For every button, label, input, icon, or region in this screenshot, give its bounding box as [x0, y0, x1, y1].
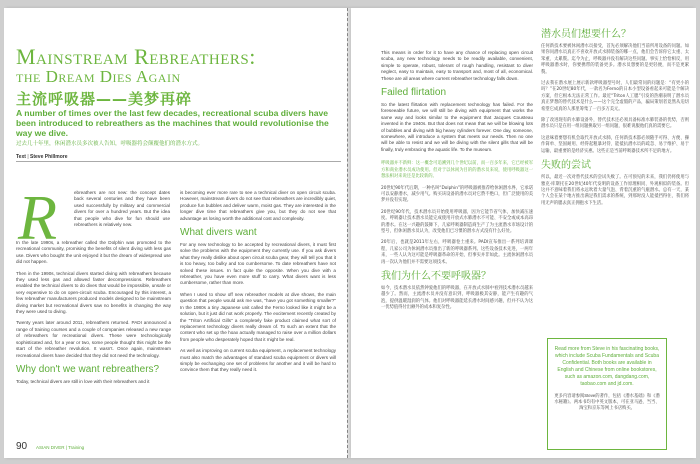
- body-paragraph: is becoming ever more rare to see a technical diver on open circuit scuba. However, mainstream divers do not see that rebreathers are incredibly quiet, produce fun bubbles and deliver warm, moist gas. They are interested in the longer dive time that rebreathers give you, but they do not see that advantage as losing worth the additional cost and complexity.: [180, 190, 336, 221]
- left-column-1-top: [74, 190, 170, 233]
- author-note-en: Read more from Steve in his fascinating books, which include Scuba Fundamentals and Scuba Confidential. Both books are available in English and Chinese from online bookstores, such as amazon.com, dangdang.com, taobao.com and jd.com.: [554, 346, 660, 387]
- author-note-cn: 更多内容请参阅Steve的著作，包括《潜水基础》和《潜水秘籍》。两本书均有中英文版本，可在亚马逊、当当、淘宝和京东等网上书店购买。: [554, 393, 660, 410]
- section-heading-cn: 失败的尝试: [541, 160, 591, 172]
- body-paragraph-cn: 所以，最近一次对替代技术的尝试失败了。在可预见的未来，我们仍将使用与雅克·库斯托在20世纪40年代发明的设备工作原理相同、外观相似的装备。但这并不意味着我们将永远吹着大量气泡、背着沉重的气瓶潜水。总有一天，某个人会在某个地方推出满足我们需求的系统，到那时没人能抵挡得住，我们将用无声的腮去真正拥抱水下生活。: [541, 175, 689, 206]
- left-column-1: [16, 240, 171, 390]
- body-paragraph-cn: 这意味着要想有机会取代开放式水肺，任何新技术都必须随手可得、方便、操作简单、坚固耐用、经得起粗暴对待、能抵抗潜水员的疏忽、易于维护、易于运输，最重要的是经济实惠。这些正是当前呼吸器技术所不足的地方。: [541, 135, 689, 154]
- body-paragraph: Today, technical divers are still in love with their rebreathers and it: [16, 378, 150, 384]
- body-paragraph: ebreathers are not new: the concept dates back several centuries and they have been used successfully by military and commercial divers for over a hundred years. But the idea that people who dive for fun should use rebreathers is relatively new.: [74, 190, 170, 228]
- byline-name: Steve Phillmore: [30, 154, 68, 160]
- body-paragraph: Then in the 1990s, technical divers started diving with rebreathers because they used less gas and allowed faster decompressions. Rebreathers enabled the technical divers to do dives that would be impossible, unsafe or very expensive to do on open-circuit scuba. Encouraged by this interest, a few rebreather manufacturers produced models designed to be mainstream diving market but recreational divers saw no benefits in changing the way they were used to diving.: [16, 270, 171, 315]
- left-page: [4, 8, 347, 458]
- article-lead: A number of times over the last few decades, recreational scuba divers have been introduced to rebreathers as the machines that would revolutionise the way we dive.: [16, 108, 329, 138]
- section-heading-cn: 潜水员们想要什么？: [541, 29, 631, 40]
- body-paragraph: For any new technology to be accepted by recreational divers, it must first solve the problems with the equipment they currently use. If you ask divers what they really dislike about open circuit scuba gear, they will tell you that it is too heavy, too bulky and too cumbersome. To date rebreathers have not solved these issues. In fact quite the opposite. When you dive with a rebreather, you have even more stuff to carry. What divers want is less cumbersome, rather than more.: [180, 242, 336, 286]
- body-paragraph-cn: 任何新技术要被休闲潜水员接受，首先必须解决他们当前所用设备的问题。如果你问潜水员真正不喜欢开放式水肺装备的哪一点，他们会告诉你它太重、太笨重、太累赘。迄今为止，呼吸器并没有解决这些问题。事实上恰恰相反，用呼吸器潜水时，你要携带的装备更多。潜水员想要的是更轻便，而不是更累赘。: [541, 44, 689, 75]
- title-line-1: Mainstream Rebreathers:: [16, 44, 256, 69]
- left-column-2: [180, 190, 336, 379]
- byline: Text | Steve Phillmore: [16, 154, 68, 160]
- section-heading-cn: 我们为什么不要呼吸器？: [381, 270, 491, 282]
- section-heading: Failed flirtation: [381, 87, 447, 99]
- article-title: [16, 46, 316, 86]
- drop-cap: R: [18, 182, 58, 253]
- body-paragraph-cn: 20年后，也就是2011年左右，呼吸器卷土重来。PADI宣布推出一系列培训课程，几家公司为休闲潜水员推出了新的呼吸器系列。这些设备技术先进，一两年来，一些人认为这可能是呼吸器革命的开始，但事实并非如此。主流休闲潜水员再一次认为他们并不需要这项技术。: [381, 240, 533, 265]
- body-paragraph: Twenty years later around 2011, rebreathers returned. PADI announced a range of training courses and a couple of companies released a new range of rebreathers for recreational divers. These were technologically sophisticated and, for a year or two, some people thought this might be the start of the rebreather revolution. It wasn't. Once again, mainstream recreational divers have decided that they did not need the technology.: [16, 320, 171, 358]
- body-paragraph-cn: 除了改进现有的水肺设备外，替代技术还必须具备标准水肺装备的优势，否则潜水员只是在用一组问题换取另一组问题，很难说服他们真的需要它。: [541, 118, 689, 130]
- body-paragraph: So the latest flirtation with replacement technology has failed. For the foreseeable future, we will still be diving with equipment that works the same way and looks similar to the equipment that Jacques Cousteau invented in the 1940s. But that does not mean that we will be blowing lots of bubbles and diving with big heavy cylinders forever. One day, someone, somewhere, will introduce a system that meets our needs. Then no one will be able to resist and we will be diving with the silent gills that will be finally, truly embracing the aquatic life. To the museum.: [381, 102, 533, 152]
- article-lead-cn: 过去几十年里，休闲潜水员多次被人告知，呼吸器将会颠覆他们的潜水方式。: [16, 141, 204, 147]
- byline-label: Text: [16, 154, 26, 160]
- section-heading: What divers want: [180, 227, 257, 239]
- body-paragraph-cn: 如今，技术潜水员依然钟爱他们的呼吸器，在开放式水肺中看到技术潜水员越来越少了。然而，主流潜水员并没有意识到，呼吸器极其安静，能产生有趣的气泡，提供温暖湿润的气体。他们对呼吸器能延长潜水时间感兴趣，但并不认为这一优势值得付出额外的成本和复杂性。: [381, 285, 533, 311]
- right-column-2: [541, 24, 689, 212]
- header-divider: [16, 161, 341, 162]
- title-line-2: the Dream Dies Again: [16, 67, 181, 86]
- section-heading: Why don't we want rebreathers?: [16, 363, 160, 375]
- body-paragraph-cn: 呼吸器并不新鲜：这一概念可追溯到几个世纪以前，而一百多年来，它已经被军方和商业潜水员成功使用。但对于以休闲为目的的潜水员来说，使用呼吸器这一想法相对来说还是比较新的。: [381, 161, 533, 180]
- body-paragraph-cn: 20世纪90年代，技术潜水员开始使用呼吸器，因为它能节省气体，加快减压速度。呼吸器让技术潜水员能完成使用开放式水肺潜水不可能、不安全或成本高昂的潜水。在这一兴趣的鼓舞下，几家呼吸器制造商生产了为主流潜水市场设计的型号，但休闲潜水员认为，改变他们已习惯的潜水方式没有什么好处。: [381, 209, 533, 234]
- right-column-1: [381, 50, 533, 317]
- body-paragraph: In the late 1990s, a rebreather called the Dolphin was promoted to the recreational community, promising the benefits of silent diving with less gas use. Divers who bought the unit enjoyed it but the dream of widespread use did not happen.: [16, 240, 171, 265]
- body-paragraph: As well as improving on current scuba equipment, a replacement technology must also match the advantages of standard scuba equipment or divers will simply be exchanging one set of problems for another and it will be hard to convince them that they really need it.: [180, 348, 336, 373]
- body-paragraph: This means in order for it to have any chance of replacing open circuit scuba, any new technology needs to be readily available, convenient, simple to operate, robust, tolerant of rough handling, resistant to diver neglect, easy to maintain, easy to transport and, most of all, economical. These are all areas where current rebreather technology falls down.: [381, 50, 533, 81]
- body-paragraph: When I used to show off new rebreather models at dive shows, the main question that people would ask me was, "have you got something smaller?" In the 1980s a tiny Japanese unit called the Ferno looked like it might be a solution, but it just did not work properly. The excitement recently created by the "Triton Artificial Gills" a completely fake product claimed what sort of replacement technology divers really dream of. To such an extent that the content who set up the hoax actually managed to raise over a million dollars from people who desperately hoped that it might be real.: [180, 291, 336, 342]
- body-paragraph-cn: 20世纪90年代后期，一种名叫“Dolphin”的呼吸器被推荐给休闲潜水界，它承诺可以安静潜水，减少用气。购买该设备的潜水员对它赞不绝口，但广泛使用的美梦并没有实现。: [381, 185, 533, 204]
- magazine-section: ASIAN DIVER | Training: [36, 445, 85, 450]
- page-number: 90: [16, 441, 28, 452]
- author-note-box: [547, 338, 667, 450]
- right-page: [351, 8, 696, 458]
- body-paragraph-cn: 过去我在潜水展上展示新款呼吸器型号时，人们最常问的问题是：“有更小的吗？”在20世纪80年代，一款名为Ferno的日本小型设备看起来可能是个解决方案，但它根本无法正常工作。最近“Triton人工腮”引发的热潮表明了潜水员真正梦想的替代技术是什么——这个完全虚假的产品，骗局策划者竟然从迫切希望它成真的人那里筹集了一百多万美元。: [541, 81, 689, 112]
- article-title-cn: 主流呼吸器——美梦再碎: [16, 90, 193, 108]
